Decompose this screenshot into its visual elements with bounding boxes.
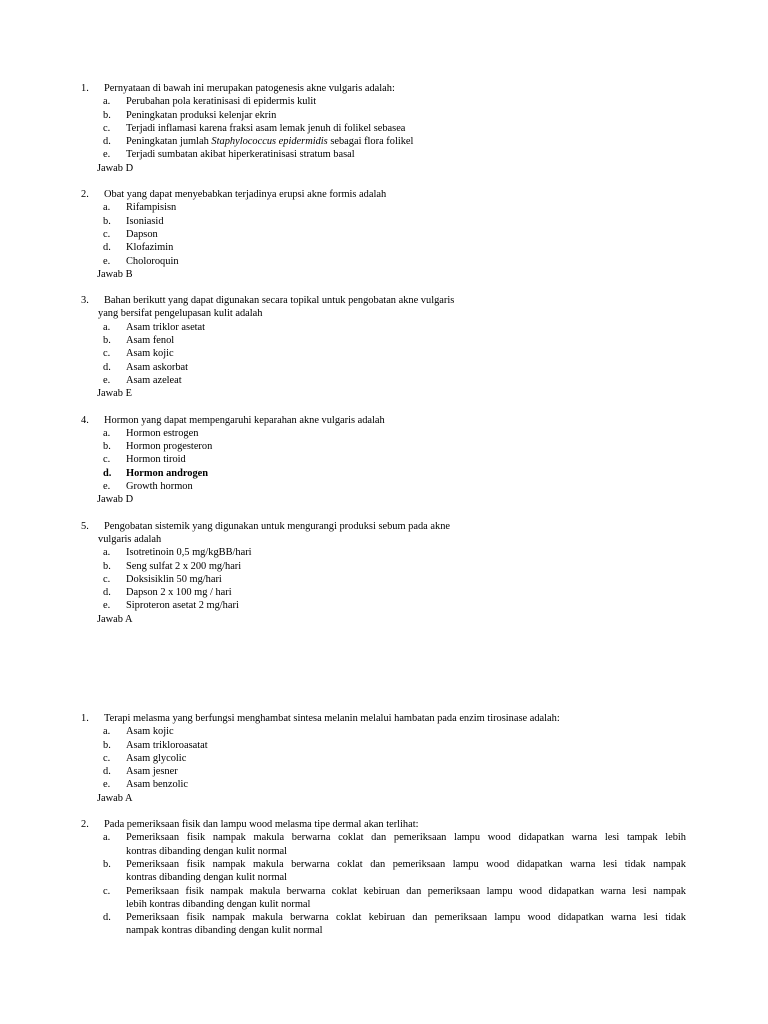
option-item [0, 885, 768, 898]
question-text: Terapi melasma yang berfungsi menghambat sintesa melanin melalui hambatan pada enzim tirosinase adalah: [104, 713, 560, 724]
question-text: Obat yang dapat menyebabkan terjadinya erupsi akne formis adalah [104, 189, 387, 201]
option-letter: e. [103, 481, 111, 493]
option-item [0, 215, 768, 228]
option-letter: b. [103, 335, 111, 347]
option-text: Asam triklor asetat [126, 321, 206, 333]
option-text: Rifampisisn [126, 202, 177, 214]
option-item-correct [0, 467, 768, 480]
answer-key: Jawab B [97, 268, 133, 280]
question-text: Hormon yang dapat mempengaruhi keparahan akne vulgaris adalah [104, 414, 385, 426]
option-text: Pemeriksaan fisik nampak makula berwarna coklat dan pemeriksaan lampu wood didapatkan warna lesi tidak nampak [126, 858, 686, 870]
option-letter: c. [103, 573, 111, 585]
option-text: Terjadi inflamasi karena fraksi asam lemak jenuh di folikel sebasea [126, 122, 406, 134]
option-text-post: sebagai flora folikel [327, 136, 414, 148]
option-letter: c. [103, 454, 111, 466]
option-letter: e. [103, 149, 111, 161]
option-letter: e. [103, 255, 111, 267]
option-letter: c. [103, 122, 111, 134]
option-item [0, 573, 768, 586]
question-text: Pengobatan sistemik yang digunakan untuk mengurangi produksi sebum pada akne [104, 520, 450, 532]
option-item [0, 752, 768, 765]
option-letter: d. [103, 136, 111, 148]
option-text: Asam fenol [126, 335, 175, 347]
option-letter: b. [103, 215, 111, 227]
option-letter: e. [103, 374, 111, 386]
option-text: Dapson [126, 228, 158, 240]
option-text: Growth hormon [126, 481, 193, 493]
option-item [0, 122, 768, 135]
question-block [0, 188, 768, 281]
option-letter: a. [103, 547, 111, 559]
question-number: 2. [81, 819, 89, 831]
option-item [0, 109, 768, 122]
question-number: 1. [81, 83, 89, 94]
option-item [0, 725, 768, 738]
quiz-section-acne [0, 82, 768, 639]
option-letter: c. [103, 228, 111, 240]
option-letter: e. [103, 600, 111, 612]
option-item [0, 778, 768, 791]
option-text: Asam glycolic [126, 752, 187, 764]
option-letter: a. [103, 96, 111, 108]
question-number: 2. [81, 189, 89, 201]
option-letter: a. [103, 427, 111, 439]
option-letter: d. [103, 766, 111, 778]
question-block [0, 414, 768, 507]
option-item [0, 831, 768, 844]
option-text: Perubahan pola keratinisasi di epidermis kulit [126, 96, 317, 108]
option-letter: d. [103, 361, 111, 373]
question-text-continued: vulgaris adalah [98, 533, 162, 545]
answer-key: Jawab D [97, 162, 134, 174]
option-item [0, 135, 768, 148]
option-text: Pemeriksaan fisik nampak makula berwarna coklat kebiruan dan pemeriksaan lampu wood didapatkan warna lesi tidak [126, 912, 686, 924]
option-text: Choloroquin [126, 255, 179, 267]
answer-key: Jawab E [97, 388, 132, 400]
question-text: Pernyataan di bawah ini merupakan patogenesis akne vulgaris adalah: [104, 83, 395, 94]
option-item [0, 546, 768, 559]
option-letter: a. [103, 832, 111, 844]
option-text: Klofazimin [126, 242, 174, 254]
option-letter: d. [103, 467, 112, 479]
option-item [0, 255, 768, 268]
question-block [0, 520, 768, 626]
option-item [0, 241, 768, 254]
option-item [0, 361, 768, 374]
option-text: Asam askorbat [126, 361, 189, 373]
option-text: Terjadi sumbatan akibat hiperkeratinisasi stratum basal [126, 149, 355, 161]
question-text: Bahan berikutt yang dapat digunakan secara topikal untuk pengobatan akne vulgaris [104, 295, 455, 307]
option-letter: c. [103, 752, 111, 764]
option-text-continued: kontras dibanding dengan kulit normal [126, 872, 288, 884]
option-text: Seng sulfat 2 x 200 mg/hari [126, 560, 242, 572]
option-text: Siproteron asetat 2 mg/hari [126, 600, 239, 612]
option-text: Hormon estrogen [126, 427, 199, 439]
option-text: Asam trikloroasatat [126, 739, 208, 751]
option-item [0, 321, 768, 334]
option-text-continued: lebih kontras dibanding dengan kulit normal [126, 898, 311, 910]
option-text-pre: Peningkatan jumlah [126, 136, 212, 148]
answer-key: Jawab A [97, 792, 133, 804]
option-item [0, 374, 768, 387]
option-item [0, 453, 768, 466]
option-text: Peningkatan produksi kelenjar ekrin [126, 109, 277, 121]
option-letter: d. [103, 242, 111, 254]
option-letter: a. [103, 202, 111, 214]
option-text: Hormon androgen [126, 467, 209, 479]
option-item [0, 560, 768, 573]
option-item [0, 739, 768, 752]
option-item [0, 228, 768, 241]
option-letter: a. [103, 321, 111, 333]
option-text-italic: Staphylococcus epidermidis [211, 136, 328, 148]
answer-key: Jawab A [97, 613, 133, 625]
question-block [0, 294, 768, 400]
question-block [0, 712, 768, 805]
option-text: Hormon progesteron [126, 441, 213, 453]
option-item [0, 599, 768, 612]
option-letter: c. [103, 348, 111, 360]
option-text-continued: kontras dibanding dengan kulit normal [126, 845, 288, 857]
option-text: Doksisiklin 50 mg/hari [126, 573, 222, 585]
option-text: Asam benzolic [126, 779, 189, 791]
option-text: Isoniasid [126, 215, 164, 227]
option-item [0, 765, 768, 778]
option-text: Isotretinoin 0,5 mg/kgBB/hari [126, 547, 252, 559]
option-text: Dapson 2 x 100 mg / hari [126, 587, 232, 599]
option-item [0, 95, 768, 108]
option-item [0, 911, 768, 924]
option-item [0, 427, 768, 440]
option-text: Asam azeleat [126, 374, 182, 386]
option-letter: a. [103, 726, 111, 738]
question-number: 4. [81, 414, 89, 426]
question-number: 5. [81, 520, 89, 532]
option-item [0, 334, 768, 347]
option-letter: b. [103, 739, 111, 751]
option-letter: b. [103, 858, 111, 870]
question-text-continued: yang bersifat pengelupasan kulit adalah [98, 308, 263, 320]
option-item [0, 586, 768, 599]
option-text: Asam kojic [126, 726, 174, 738]
option-text: Pemeriksaan fisik nampak makula berwarna coklat kebiruan dan pemeriksaan lampu wood didapatkan warna lesi nampak [126, 885, 686, 897]
question-block [0, 818, 768, 938]
option-text: Pemeriksaan fisik nampak makula berwarna coklat dan pemeriksaan lampu wood didapatkan warna lesi tampak lebih [126, 832, 686, 844]
option-letter: c. [103, 885, 111, 897]
quiz-section-melasma [0, 712, 768, 951]
option-item [0, 347, 768, 360]
question-number: 3. [81, 295, 89, 307]
question-number: 1. [81, 713, 89, 724]
option-item [0, 148, 768, 161]
answer-key: Jawab D [97, 494, 134, 506]
option-text: Hormon tiroid [126, 454, 186, 466]
option-letter: b. [103, 109, 111, 121]
option-item [0, 201, 768, 214]
option-text-continued: nampak kontras dibanding dengan kulit normal [126, 925, 323, 937]
option-letter: e. [103, 779, 111, 791]
option-text: Asam kojic [126, 348, 174, 360]
option-item [0, 480, 768, 493]
option-item [0, 440, 768, 453]
option-letter: d. [103, 587, 111, 599]
option-item [0, 858, 768, 871]
option-text [126, 135, 413, 148]
option-letter: b. [103, 560, 111, 572]
option-text: Asam jesner [126, 766, 178, 778]
option-letter: d. [103, 912, 111, 924]
option-letter: b. [103, 441, 111, 453]
question-text: Pada pemeriksaan fisik dan lampu wood melasma tipe dermal akan terlihat: [104, 819, 419, 831]
question-block [0, 82, 768, 175]
